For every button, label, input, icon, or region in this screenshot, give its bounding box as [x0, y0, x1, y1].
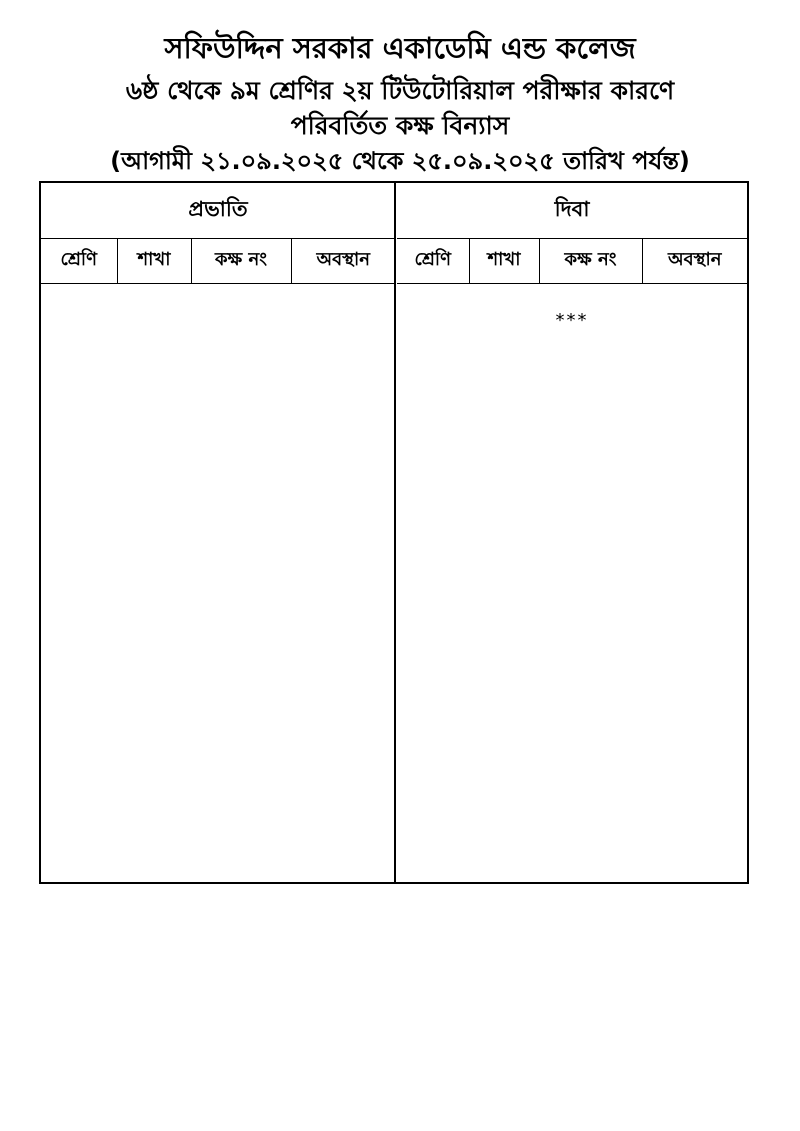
day-section-title: দিবা — [397, 183, 747, 238]
column-header-location: অবস্থান — [642, 238, 747, 283]
room-allocation-table — [39, 181, 749, 884]
morning-section-title: প্রভাতি — [41, 183, 395, 238]
notice-subtitle: ৬ষ্ঠ থেকে ৯ম শ্রেণির ২য় টিউটোরিয়াল পরীক্ষার কারণে — [125, 76, 675, 105]
column-header-room: কক্ষ নং — [191, 238, 291, 283]
column-header-room: কক্ষ নং — [539, 238, 642, 283]
morning-shift-table — [41, 183, 395, 284]
day-shift-table — [397, 183, 747, 357]
column-header-location: অবস্থান — [291, 238, 395, 283]
column-header-class: শ্রেণি — [397, 238, 469, 283]
column-header-class: শ্রেণি — [41, 238, 117, 283]
column-header-branch: শাখা — [469, 238, 539, 283]
footer-note: *** — [397, 283, 747, 357]
notice-title: পরিবর্তিত কক্ষ বিন্যাস — [290, 111, 510, 140]
column-header-branch: শাখা — [117, 238, 191, 283]
institution-name: সফিউদ্দিন সরকার একাডেমি এন্ড কলেজ — [164, 31, 636, 65]
date-range: (আগামী ২১.০৯.২০২৫ থেকে ২৫.০৯.২০২৫ তারিখ পর্যন্ত) — [110, 147, 690, 175]
